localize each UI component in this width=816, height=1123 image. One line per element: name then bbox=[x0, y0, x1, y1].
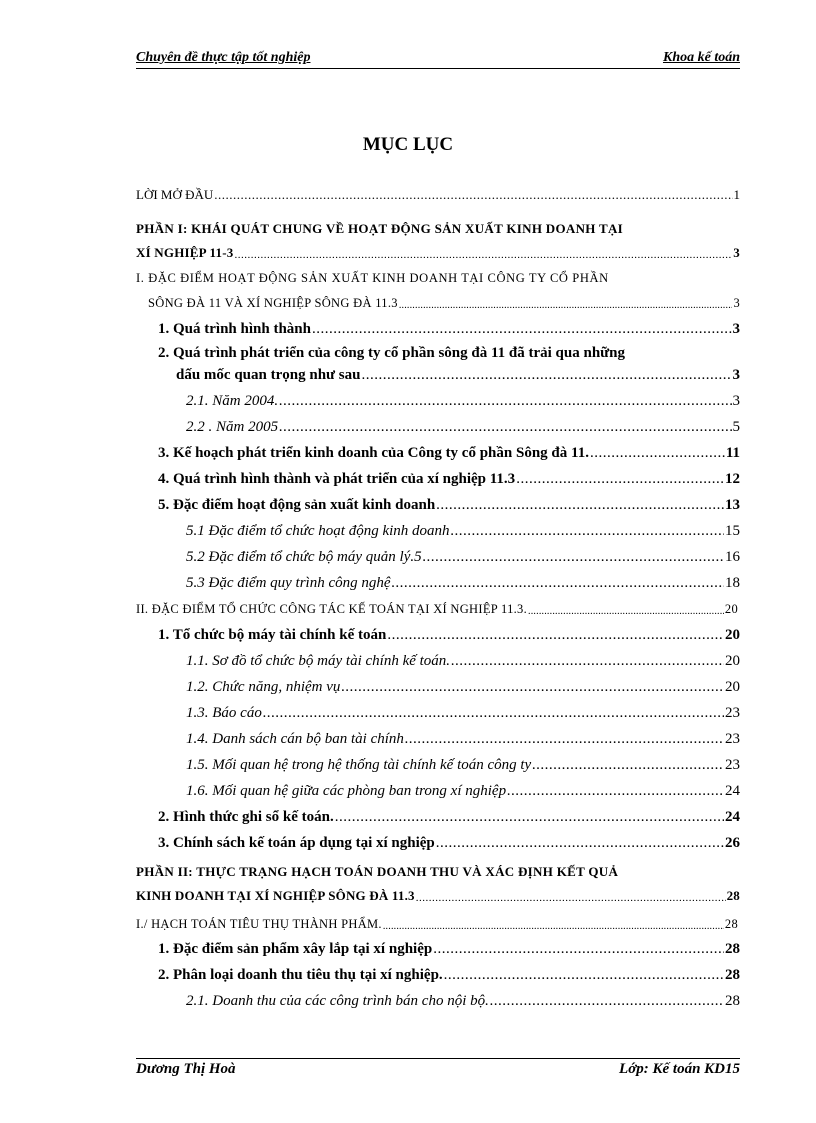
toc-entry: XÍ NGHIỆP 11-3 ..... 3 bbox=[136, 241, 740, 261]
toc-entry: 1. Tổ chức bộ máy tài chính kế toán ..... 20 bbox=[158, 624, 740, 644]
toc-entry: 2. Hình thức ghi sổ kế toán. ..... 24 bbox=[158, 806, 740, 826]
header-left: Chuyên đề thực tập tốt nghiệp bbox=[136, 50, 311, 65]
toc-entry: 1.2. Chức năng, nhiệm vụ ..... 20 bbox=[186, 676, 740, 696]
toc-entry: 1.4. Danh sách cán bộ ban tài chính ..... 23 bbox=[186, 728, 740, 748]
toc-entry: 1.1. Sơ đồ tổ chức bộ máy tài chính kế toán. ..... 20 bbox=[186, 650, 740, 670]
toc-entry: 3. Chính sách kế toán áp dụng tại xí nghiệp ..... 26 bbox=[158, 832, 740, 852]
toc-entry-line1: I. ĐẶC ĐIỂM HOẠT ĐỘNG SẢN XUẤT KINH DOANH TẠI CÔNG TY CỔ PHẦN bbox=[136, 271, 609, 285]
toc-entry: II. ĐẶC ĐIỂM TỔ CHỨC CÔNG TÁC KẾ TOÁN TẠI XÍ NGHIỆP 11.3. ..... 20 bbox=[136, 597, 738, 617]
toc-entry: dấu mốc quan trọng như sau ..... 3 bbox=[176, 364, 740, 384]
header-right: Khoa kế toán bbox=[662, 50, 740, 65]
toc-entry: KINH DOANH TẠI XÍ NGHIỆP SÔNG ĐÀ 11.3 ..... 28 bbox=[136, 884, 740, 904]
toc-entry: 5. Đặc điểm hoạt động sản xuất kinh doanh ..... 13 bbox=[158, 494, 740, 514]
page-title: MỤC LỤC bbox=[362, 134, 454, 155]
footer-right: Lớp: Kế toán KD15 bbox=[619, 1061, 740, 1077]
toc-entry: 2.1. Năm 2004. ..... 3 bbox=[186, 390, 740, 410]
toc-entry: 2. Phân loại doanh thu tiêu thụ tại xí nghiệp. ..... 28 bbox=[158, 964, 740, 984]
toc-entry: SÔNG ĐÀ 11 VÀ XÍ NGHIỆP SÔNG ĐÀ 11.3 ..... 3 bbox=[148, 291, 740, 311]
toc-entry: 5.3 Đặc điểm quy trình công nghệ ..... 18 bbox=[186, 572, 740, 592]
toc-entry: 3. Kế hoạch phát triển kinh doanh của Công ty cổ phần Sông đà 11. ..... 11 bbox=[158, 442, 740, 462]
toc-entry: 5.1 Đặc điểm tổ chức hoạt động kinh doanh ..... 15 bbox=[186, 520, 740, 540]
toc-entry-line1: 2. Quá trình phát triển của công ty cổ phần sông đà 11 đã trải qua những bbox=[158, 345, 626, 361]
toc-entry: 1.3. Báo cáo ..... 23 bbox=[186, 702, 740, 722]
toc-entry-line1: PHẦN I: KHÁI QUÁT CHUNG VỀ HOẠT ĐỘNG SẢN XUẤT KINH DOANH TẠI bbox=[136, 221, 624, 236]
toc-entry: 4. Quá trình hình thành và phát triển của xí nghiệp 11.3 ..... 12 bbox=[158, 468, 740, 488]
toc-entry: LỜI MỞ ĐẦU ..... 1 bbox=[136, 183, 740, 203]
toc-entry-line1: PHẦN II: THỰC TRẠNG HẠCH TOÁN DOANH THU VÀ XÁC ĐỊNH KẾT QUẢ bbox=[136, 864, 619, 879]
toc-entry: 1.6. Mối quan hệ giữa các phòng ban trong xí nghiệp ..... 24 bbox=[186, 780, 740, 800]
toc-entry: I./ HẠCH TOÁN TIÊU THỤ THÀNH PHẨM. ..... 28 bbox=[136, 912, 738, 932]
toc-entry: 2.2 . Năm 2005 ..... 5 bbox=[186, 416, 740, 436]
page-header bbox=[136, 48, 740, 69]
toc-entry: 1. Quá trình hình thành ..... 3 bbox=[158, 318, 740, 338]
toc-entry: 1. Đặc điểm sản phẩm xây lắp tại xí nghiệp ..... 28 bbox=[158, 938, 740, 958]
footer-left: Dương Thị Hoà bbox=[136, 1061, 236, 1077]
toc-entry: 2.1. Doanh thu của các công trình bán cho nội bộ. ..... 28 bbox=[186, 990, 740, 1010]
toc-entry: 5.2 Đặc điểm tổ chức bộ máy quản lý.5 ..... 16 bbox=[186, 546, 740, 566]
toc-entry: 1.5. Mối quan hệ trong hệ thống tài chính kế toán công ty ..... 23 bbox=[186, 754, 740, 774]
page-footer bbox=[136, 1058, 740, 1079]
